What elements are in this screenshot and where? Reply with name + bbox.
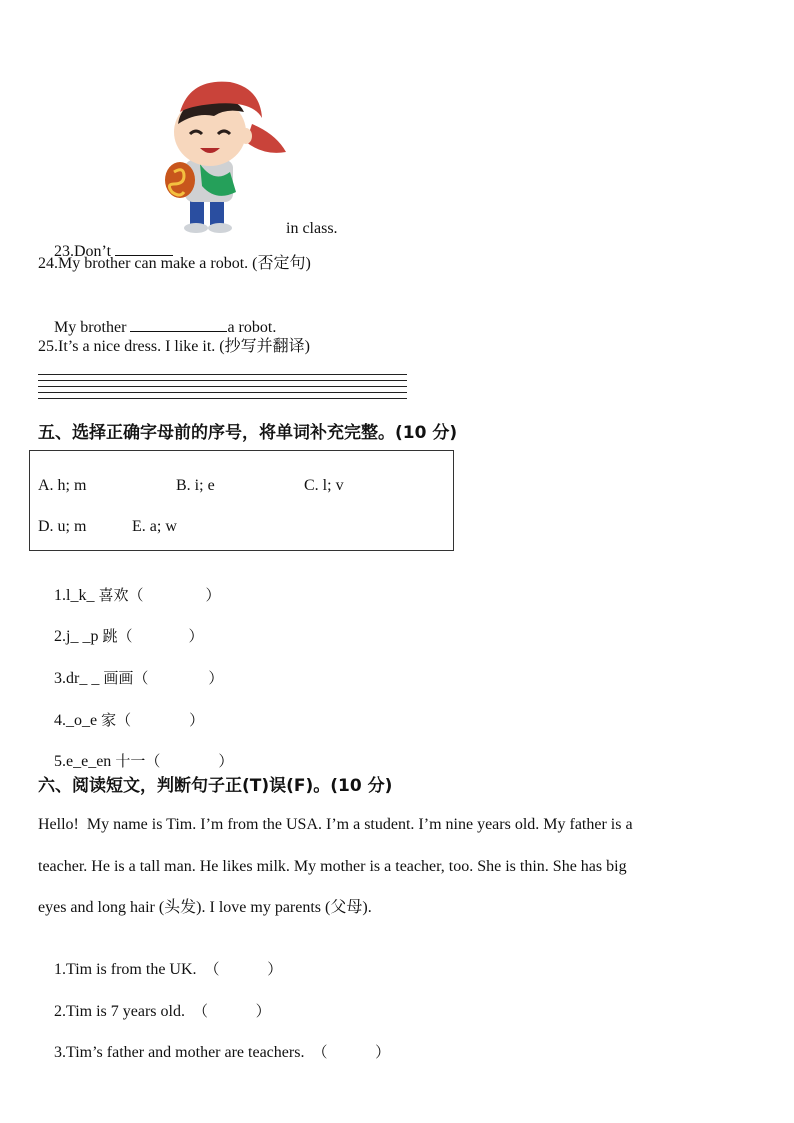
item-close: ） bbox=[218, 752, 234, 770]
item-chinese: 跳（ bbox=[102, 627, 133, 645]
options-box bbox=[29, 450, 454, 551]
answer-space[interactable]: （ ） bbox=[204, 960, 283, 978]
section-6-title: 六、阅读短文，判断句子正(T)误(F)。(10 分) bbox=[38, 776, 393, 796]
tf-question-text: 1.Tim is from the UK. bbox=[54, 961, 197, 978]
tf-question-text: 3.Tim’s father and mother are teachers. bbox=[54, 1044, 305, 1061]
writing-line[interactable] bbox=[38, 386, 407, 387]
writing-line[interactable] bbox=[38, 374, 407, 375]
question-23-prefix: 23.Don’t bbox=[54, 243, 116, 260]
item-close: ） bbox=[205, 586, 221, 604]
item-chinese: 喜欢（ bbox=[98, 586, 144, 604]
item-word: 3.dr_ _ bbox=[54, 670, 100, 687]
item-word: 4._o_e bbox=[54, 712, 98, 729]
option-e: E. a; w bbox=[132, 518, 177, 535]
item-close: ） bbox=[188, 627, 204, 645]
option-a: A. h; m bbox=[38, 477, 87, 494]
answer-space[interactable]: （ ） bbox=[192, 1002, 271, 1020]
tf-question bbox=[38, 1022, 390, 1083]
option-b: B. i; e bbox=[176, 477, 215, 494]
section-5-title: 五、选择正确字母前的序号，将单词补充完整。(10 分) bbox=[38, 423, 458, 443]
item-word: 2.j_ _p bbox=[54, 628, 99, 645]
answer-space[interactable]: （ ） bbox=[312, 1043, 391, 1061]
item-chinese: 家（ bbox=[101, 711, 132, 729]
item-chinese: 十一（ bbox=[115, 752, 161, 770]
passage-line: Hello! My name is Tim. I’m from the USA. I’m a student. I’m nine years old. My father is a bbox=[38, 816, 633, 833]
writing-line[interactable] bbox=[38, 392, 407, 393]
item-close: ） bbox=[208, 669, 224, 687]
writing-line[interactable] bbox=[38, 380, 407, 381]
cartoon-boy-illustration bbox=[160, 72, 290, 237]
question-24: 24.My brother can make a robot. (否定句) bbox=[38, 255, 311, 272]
question-23-suffix: in class. bbox=[286, 220, 338, 237]
answer-blank[interactable] bbox=[130, 315, 227, 332]
option-c: C. l; v bbox=[304, 477, 344, 494]
item-chinese: 画画（ bbox=[103, 669, 149, 687]
item-close: ） bbox=[189, 711, 205, 729]
option-d: D. u; m bbox=[38, 518, 87, 535]
writing-line[interactable] bbox=[38, 398, 407, 399]
passage-line: teacher. He is a tall man. He likes milk. My mother is a teacher, too. She is thin. She has big bbox=[38, 858, 627, 875]
question-24-answer-suffix: a robot. bbox=[227, 319, 277, 336]
passage-line: eyes and long hair (头发). I love my parents (父母). bbox=[38, 899, 372, 916]
item-word: 1.l_k_ bbox=[54, 587, 95, 604]
question-24-answer-prefix: My brother bbox=[54, 319, 131, 336]
question-25: 25.It’s a nice dress. I like it. (抄写并翻译) bbox=[38, 338, 310, 355]
tf-question-text: 2.Tim is 7 years old. bbox=[54, 1003, 185, 1020]
item-word: 5.e_e_en bbox=[54, 753, 112, 770]
